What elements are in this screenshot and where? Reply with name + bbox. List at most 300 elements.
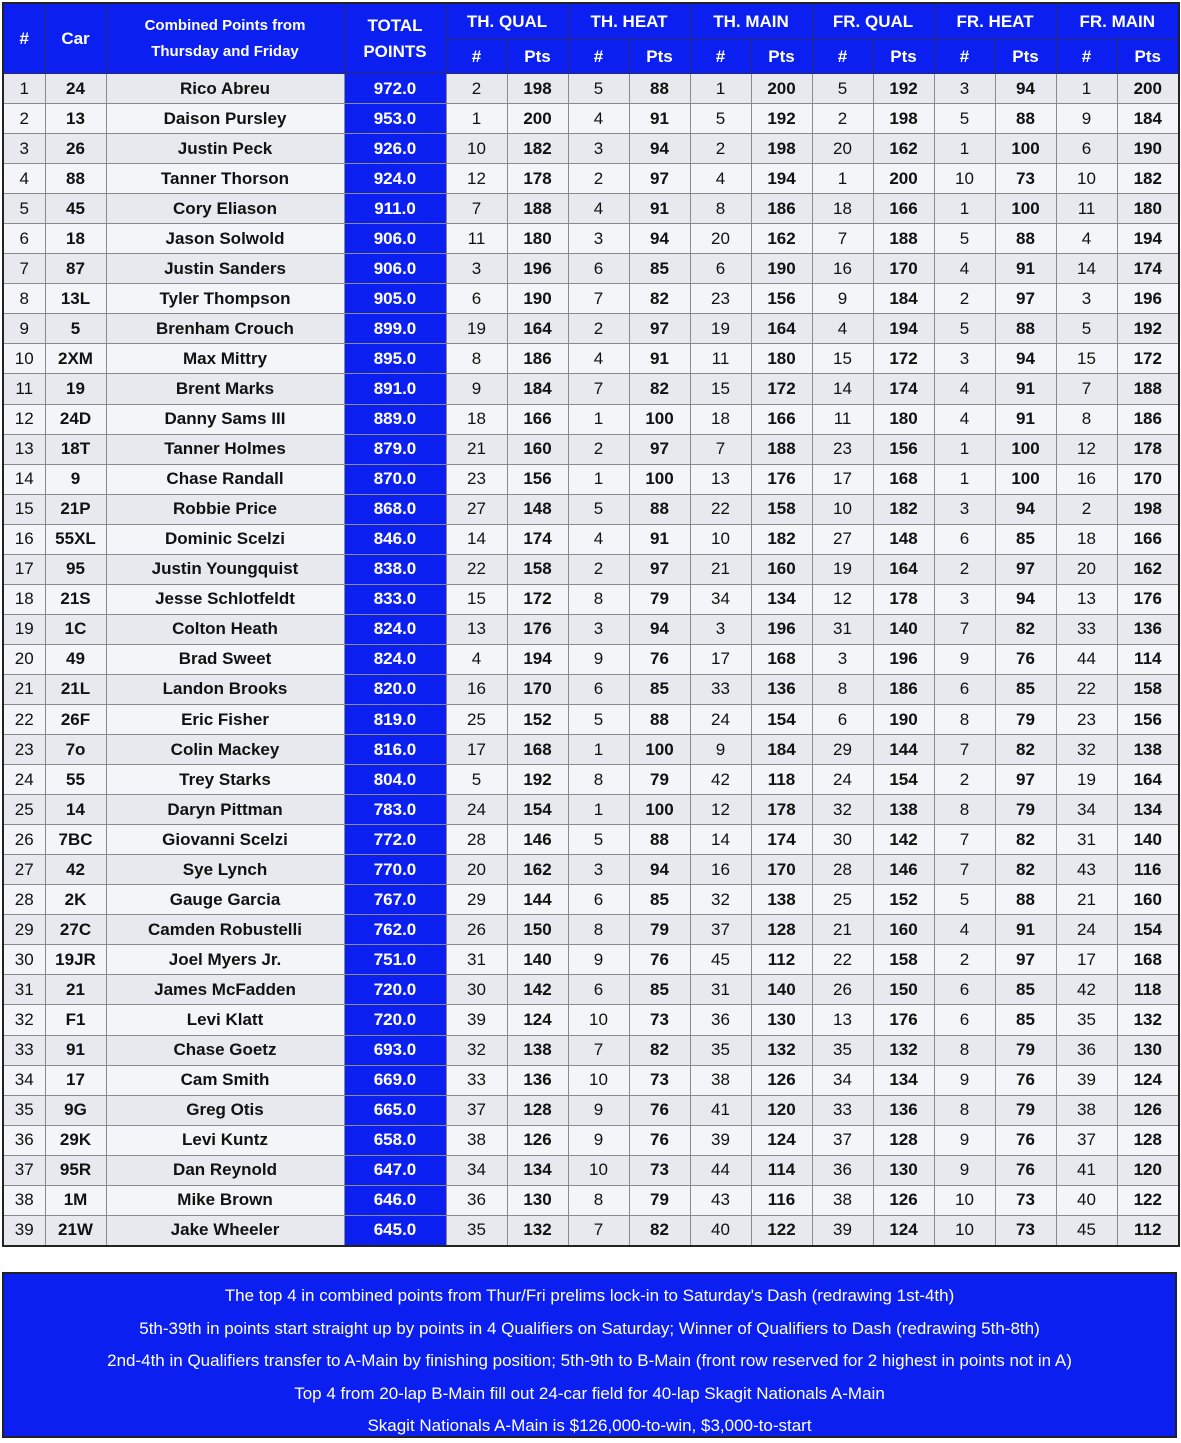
- points-cell: 136: [507, 1065, 568, 1095]
- points-cell: 142: [507, 975, 568, 1005]
- finish-position-cell: 18: [1056, 524, 1117, 554]
- points-cell: 154: [751, 704, 812, 734]
- finish-position-cell: 16: [1056, 464, 1117, 494]
- points-cell: 162: [873, 134, 934, 164]
- points-cell: 134: [873, 1065, 934, 1095]
- finish-position-cell: 25: [812, 885, 873, 915]
- position-cell: 31: [3, 975, 45, 1005]
- total-points-cell: 906.0: [344, 224, 446, 254]
- position-cell: 24: [3, 765, 45, 795]
- points-cell: 79: [995, 704, 1056, 734]
- finish-position-cell: 32: [690, 885, 751, 915]
- header-th-qual: TH. QUAL: [446, 3, 568, 39]
- driver-name-cell: Giovanni Scelzi: [106, 825, 344, 855]
- table-row: [3, 524, 1179, 554]
- finish-position-cell: 34: [446, 1155, 507, 1185]
- points-cell: 154: [507, 795, 568, 825]
- finish-position-cell: 2: [568, 314, 629, 344]
- points-cell: 186: [1117, 404, 1179, 434]
- points-cell: 85: [995, 1005, 1056, 1035]
- position-cell: 30: [3, 945, 45, 975]
- points-cell: 174: [1117, 254, 1179, 284]
- finish-position-cell: 7: [568, 1215, 629, 1246]
- points-cell: 154: [873, 765, 934, 795]
- table-row: [3, 1185, 1179, 1215]
- finish-position-cell: 9: [812, 284, 873, 314]
- finish-position-cell: 20: [690, 224, 751, 254]
- points-cell: 88: [995, 885, 1056, 915]
- finish-position-cell: 4: [934, 915, 995, 945]
- position-cell: 16: [3, 524, 45, 554]
- finish-position-cell: 2: [934, 554, 995, 584]
- points-cell: 73: [995, 164, 1056, 194]
- table-row: [3, 885, 1179, 915]
- finish-position-cell: 4: [934, 404, 995, 434]
- finish-position-cell: 21: [446, 434, 507, 464]
- points-cell: 168: [1117, 945, 1179, 975]
- total-points-cell: 751.0: [344, 945, 446, 975]
- finish-position-cell: 10: [568, 1155, 629, 1185]
- finish-position-cell: 1: [934, 464, 995, 494]
- finish-position-cell: 2: [812, 104, 873, 134]
- points-cell: 184: [873, 284, 934, 314]
- car-number-cell: 27C: [45, 915, 106, 945]
- car-number-cell: 5: [45, 314, 106, 344]
- points-cell: 174: [751, 825, 812, 855]
- driver-name-cell: Justin Peck: [106, 134, 344, 164]
- finish-position-cell: 9: [446, 374, 507, 404]
- points-cell: 97: [995, 765, 1056, 795]
- points-cell: 128: [507, 1095, 568, 1125]
- finish-position-cell: 42: [690, 765, 751, 795]
- points-cell: 91: [995, 254, 1056, 284]
- finish-position-cell: 4: [934, 374, 995, 404]
- finish-position-cell: 1: [934, 194, 995, 224]
- finish-position-cell: 3: [934, 344, 995, 374]
- finish-position-cell: 12: [446, 164, 507, 194]
- finish-position-cell: 14: [1056, 254, 1117, 284]
- points-cell: 124: [1117, 1065, 1179, 1095]
- position-cell: 35: [3, 1095, 45, 1125]
- points-cell: 79: [995, 1035, 1056, 1065]
- points-cell: 158: [1117, 674, 1179, 704]
- finish-position-cell: 4: [568, 104, 629, 134]
- points-cell: 97: [629, 164, 690, 194]
- position-cell: 19: [3, 614, 45, 644]
- finish-position-cell: 16: [690, 855, 751, 885]
- table-row: [3, 494, 1179, 524]
- position-cell: 17: [3, 554, 45, 584]
- finish-position-cell: 21: [1056, 885, 1117, 915]
- total-points-cell: 911.0: [344, 194, 446, 224]
- position-cell: 29: [3, 915, 45, 945]
- points-cell: 158: [873, 945, 934, 975]
- points-cell: 200: [1117, 74, 1179, 104]
- points-cell: 176: [751, 464, 812, 494]
- driver-name-cell: Chase Randall: [106, 464, 344, 494]
- points-cell: 176: [507, 614, 568, 644]
- finish-position-cell: 9: [568, 644, 629, 674]
- points-cell: 88: [629, 704, 690, 734]
- points-cell: 82: [629, 1035, 690, 1065]
- finish-position-cell: 8: [568, 1185, 629, 1215]
- finish-position-cell: 17: [690, 644, 751, 674]
- note-line: Skagit Nationals A-Main is $126,000-to-win, $3,000-to-start: [367, 1416, 812, 1435]
- car-number-cell: 18T: [45, 434, 106, 464]
- finish-position-cell: 5: [690, 104, 751, 134]
- points-cell: 100: [629, 735, 690, 765]
- points-cell: 170: [873, 254, 934, 284]
- finish-position-cell: 6: [934, 975, 995, 1005]
- points-cell: 186: [873, 674, 934, 704]
- table-row: [3, 134, 1179, 164]
- driver-name-cell: Brad Sweet: [106, 644, 344, 674]
- points-cell: 158: [751, 494, 812, 524]
- position-cell: 36: [3, 1125, 45, 1155]
- driver-name-cell: Robbie Price: [106, 494, 344, 524]
- points-cell: 156: [507, 464, 568, 494]
- finish-position-cell: 13: [690, 464, 751, 494]
- finish-position-cell: 22: [690, 494, 751, 524]
- finish-position-cell: 18: [446, 404, 507, 434]
- points-cell: 178: [751, 795, 812, 825]
- car-number-cell: 26F: [45, 704, 106, 734]
- car-number-cell: 17: [45, 1065, 106, 1095]
- total-points-cell: 720.0: [344, 975, 446, 1005]
- points-cell: 126: [873, 1185, 934, 1215]
- position-cell: 20: [3, 644, 45, 674]
- finish-position-cell: 11: [690, 344, 751, 374]
- points-cell: 100: [629, 464, 690, 494]
- position-cell: 5: [3, 194, 45, 224]
- points-cell: 146: [507, 825, 568, 855]
- points-cell: 194: [507, 644, 568, 674]
- points-cell: 124: [507, 1005, 568, 1035]
- points-cell: 164: [507, 314, 568, 344]
- finish-position-cell: 39: [812, 1215, 873, 1246]
- finish-position-cell: 20: [812, 134, 873, 164]
- points-cell: 172: [1117, 344, 1179, 374]
- position-cell: 2: [3, 104, 45, 134]
- points-cell: 114: [1117, 644, 1179, 674]
- position-cell: 11: [3, 374, 45, 404]
- position-cell: 14: [3, 464, 45, 494]
- finish-position-cell: 9: [1056, 104, 1117, 134]
- finish-position-cell: 5: [568, 825, 629, 855]
- points-cell: 134: [751, 584, 812, 614]
- points-cell: 154: [1117, 915, 1179, 945]
- finish-position-cell: 7: [934, 614, 995, 644]
- points-cell: 160: [1117, 885, 1179, 915]
- car-number-cell: 45: [45, 194, 106, 224]
- car-number-cell: 91: [45, 1035, 106, 1065]
- standings-body: [3, 74, 1179, 1247]
- finish-position-cell: 25: [446, 704, 507, 734]
- total-points-cell: 820.0: [344, 674, 446, 704]
- position-cell: 32: [3, 1005, 45, 1035]
- points-cell: 188: [751, 434, 812, 464]
- finish-position-cell: 4: [446, 644, 507, 674]
- points-cell: 94: [995, 74, 1056, 104]
- finish-position-cell: 18: [690, 404, 751, 434]
- finish-position-cell: 10: [568, 1065, 629, 1095]
- table-row: [3, 1155, 1179, 1185]
- finish-position-cell: 2: [934, 765, 995, 795]
- finish-position-cell: 15: [446, 584, 507, 614]
- finish-position-cell: 4: [568, 524, 629, 554]
- finish-position-cell: 27: [446, 494, 507, 524]
- car-number-cell: F1: [45, 1005, 106, 1035]
- points-cell: 73: [629, 1065, 690, 1095]
- car-number-cell: 9: [45, 464, 106, 494]
- driver-name-cell: Brenham Crouch: [106, 314, 344, 344]
- finish-position-cell: 3: [1056, 284, 1117, 314]
- points-cell: 76: [629, 1095, 690, 1125]
- finish-position-cell: 10: [1056, 164, 1117, 194]
- points-cell: 182: [507, 134, 568, 164]
- finish-position-cell: 35: [446, 1215, 507, 1246]
- finish-position-cell: 40: [1056, 1185, 1117, 1215]
- total-points-cell: 833.0: [344, 584, 446, 614]
- points-cell: 124: [751, 1125, 812, 1155]
- finish-position-cell: 5: [568, 704, 629, 734]
- points-cell: 180: [751, 344, 812, 374]
- subheader-num: #: [934, 39, 995, 74]
- finish-position-cell: 9: [934, 1155, 995, 1185]
- points-cell: 190: [873, 704, 934, 734]
- finish-position-cell: 7: [690, 434, 751, 464]
- finish-position-cell: 19: [446, 314, 507, 344]
- table-row: [3, 404, 1179, 434]
- points-cell: 79: [995, 795, 1056, 825]
- driver-name-cell: Jesse Schlotfeldt: [106, 584, 344, 614]
- driver-name-cell: Joel Myers Jr.: [106, 945, 344, 975]
- points-cell: 94: [629, 134, 690, 164]
- position-cell: 10: [3, 344, 45, 374]
- points-cell: 120: [751, 1095, 812, 1125]
- driver-name-cell: Justin Sanders: [106, 254, 344, 284]
- finish-position-cell: 6: [1056, 134, 1117, 164]
- total-points-cell: 926.0: [344, 134, 446, 164]
- points-cell: 200: [507, 104, 568, 134]
- car-number-cell: 21S: [45, 584, 106, 614]
- finish-position-cell: 19: [690, 314, 751, 344]
- finish-position-cell: 38: [690, 1065, 751, 1095]
- points-cell: 112: [751, 945, 812, 975]
- points-cell: 132: [507, 1215, 568, 1246]
- points-cell: 168: [873, 464, 934, 494]
- points-cell: 148: [507, 494, 568, 524]
- points-cell: 94: [629, 614, 690, 644]
- total-points-cell: 868.0: [344, 494, 446, 524]
- points-cell: 180: [507, 224, 568, 254]
- subheader-num: #: [446, 39, 507, 74]
- header-combined: [106, 3, 344, 74]
- finish-position-cell: 13: [446, 614, 507, 644]
- finish-position-cell: 39: [446, 1005, 507, 1035]
- finish-position-cell: 3: [934, 494, 995, 524]
- finish-position-cell: 10: [690, 524, 751, 554]
- points-cell: 73: [629, 1155, 690, 1185]
- table-row: [3, 735, 1179, 765]
- subheader-num: #: [568, 39, 629, 74]
- finish-position-cell: 24: [812, 765, 873, 795]
- total-points-cell: 693.0: [344, 1035, 446, 1065]
- finish-position-cell: 36: [812, 1155, 873, 1185]
- points-cell: 152: [873, 885, 934, 915]
- table-row: [3, 74, 1179, 104]
- table-row: [3, 254, 1179, 284]
- total-points-cell: 658.0: [344, 1125, 446, 1155]
- total-points-cell: 879.0: [344, 434, 446, 464]
- finish-position-cell: 34: [690, 584, 751, 614]
- note-line: The top 4 in combined points from Thur/Fri prelims lock-in to Saturday's Dash (redrawing 1st-4th): [224, 1286, 955, 1305]
- finish-position-cell: 35: [1056, 1005, 1117, 1035]
- subheader-num: #: [690, 39, 751, 74]
- points-cell: 85: [629, 674, 690, 704]
- finish-position-cell: 9: [568, 945, 629, 975]
- driver-name-cell: Jake Wheeler: [106, 1215, 344, 1246]
- points-cell: 91: [629, 344, 690, 374]
- finish-position-cell: 23: [690, 284, 751, 314]
- points-cell: 156: [751, 284, 812, 314]
- header-combined-line2: Thursday and Friday: [151, 42, 299, 60]
- total-points-cell: 824.0: [344, 644, 446, 674]
- points-cell: 88: [629, 825, 690, 855]
- points-cell: 100: [995, 464, 1056, 494]
- points-cell: 182: [1117, 164, 1179, 194]
- points-cell: 198: [873, 104, 934, 134]
- position-cell: 27: [3, 855, 45, 885]
- points-cell: 150: [873, 975, 934, 1005]
- driver-name-cell: Max Mittry: [106, 344, 344, 374]
- position-cell: 13: [3, 434, 45, 464]
- finish-position-cell: 29: [812, 735, 873, 765]
- finish-position-cell: 44: [690, 1155, 751, 1185]
- car-number-cell: 55XL: [45, 524, 106, 554]
- points-cell: 170: [1117, 464, 1179, 494]
- finish-position-cell: 21: [812, 915, 873, 945]
- finish-position-cell: 28: [446, 825, 507, 855]
- finish-position-cell: 28: [812, 855, 873, 885]
- car-number-cell: 2XM: [45, 344, 106, 374]
- finish-position-cell: 8: [1056, 404, 1117, 434]
- header-total-line2: POINTS: [363, 41, 427, 61]
- table-row: [3, 1065, 1179, 1095]
- finish-position-cell: 15: [690, 374, 751, 404]
- finish-position-cell: 2: [568, 164, 629, 194]
- position-cell: 18: [3, 584, 45, 614]
- table-row: [3, 704, 1179, 734]
- finish-position-cell: 39: [690, 1125, 751, 1155]
- table-row: [3, 825, 1179, 855]
- finish-position-cell: 6: [568, 885, 629, 915]
- points-cell: 100: [629, 404, 690, 434]
- points-cell: 198: [507, 74, 568, 104]
- points-cell: 132: [1117, 1005, 1179, 1035]
- driver-name-cell: Levi Kuntz: [106, 1125, 344, 1155]
- points-cell: 97: [629, 314, 690, 344]
- subheader-num: #: [1056, 39, 1117, 74]
- total-points-cell: 824.0: [344, 614, 446, 644]
- driver-name-cell: Rico Abreu: [106, 74, 344, 104]
- table-row: [3, 434, 1179, 464]
- subheader-pts: Pts: [629, 39, 690, 74]
- points-cell: 100: [629, 795, 690, 825]
- position-cell: 7: [3, 254, 45, 284]
- total-points-cell: 891.0: [344, 374, 446, 404]
- points-cell: 190: [1117, 134, 1179, 164]
- finish-position-cell: 3: [568, 224, 629, 254]
- finish-position-cell: 43: [690, 1185, 751, 1215]
- points-cell: 114: [751, 1155, 812, 1185]
- finish-position-cell: 3: [568, 134, 629, 164]
- points-cell: 164: [1117, 765, 1179, 795]
- points-cell: 82: [629, 1215, 690, 1246]
- position-cell: 8: [3, 284, 45, 314]
- table-row: [3, 224, 1179, 254]
- points-cell: 100: [995, 134, 1056, 164]
- finish-position-cell: 7: [934, 825, 995, 855]
- points-cell: 76: [629, 644, 690, 674]
- points-cell: 88: [629, 494, 690, 524]
- finish-position-cell: 6: [568, 254, 629, 284]
- points-cell: 184: [751, 735, 812, 765]
- points-cell: 138: [1117, 735, 1179, 765]
- finish-position-cell: 9: [934, 1065, 995, 1095]
- finish-position-cell: 30: [812, 825, 873, 855]
- finish-position-cell: 32: [812, 795, 873, 825]
- points-cell: 160: [507, 434, 568, 464]
- points-cell: 184: [507, 374, 568, 404]
- total-points-cell: 906.0: [344, 254, 446, 284]
- header-fr-main: FR. MAIN: [1056, 3, 1179, 39]
- points-cell: 166: [507, 404, 568, 434]
- rules-notes: [2, 1272, 1177, 1438]
- finish-position-cell: 2: [1056, 494, 1117, 524]
- points-cell: 192: [751, 104, 812, 134]
- finish-position-cell: 21: [690, 554, 751, 584]
- driver-name-cell: Tanner Thorson: [106, 164, 344, 194]
- finish-position-cell: 1: [934, 134, 995, 164]
- car-number-cell: 87: [45, 254, 106, 284]
- points-cell: 200: [751, 74, 812, 104]
- finish-position-cell: 4: [934, 254, 995, 284]
- points-cell: 198: [751, 134, 812, 164]
- driver-name-cell: Cory Eliason: [106, 194, 344, 224]
- points-cell: 82: [995, 614, 1056, 644]
- finish-position-cell: 12: [812, 584, 873, 614]
- table-row: [3, 284, 1179, 314]
- finish-position-cell: 14: [690, 825, 751, 855]
- finish-position-cell: 8: [446, 344, 507, 374]
- driver-name-cell: Daison Pursley: [106, 104, 344, 134]
- finish-position-cell: 6: [934, 674, 995, 704]
- total-points-cell: 720.0: [344, 1005, 446, 1035]
- points-cell: 190: [751, 254, 812, 284]
- finish-position-cell: 4: [568, 194, 629, 224]
- finish-position-cell: 15: [1056, 344, 1117, 374]
- points-cell: 158: [507, 554, 568, 584]
- finish-position-cell: 9: [934, 1125, 995, 1155]
- finish-position-cell: 6: [446, 284, 507, 314]
- finish-position-cell: 5: [446, 765, 507, 795]
- points-cell: 166: [751, 404, 812, 434]
- subheader-pts: Pts: [873, 39, 934, 74]
- points-cell: 85: [995, 674, 1056, 704]
- table-row: [3, 1125, 1179, 1155]
- driver-name-cell: Colin Mackey: [106, 735, 344, 765]
